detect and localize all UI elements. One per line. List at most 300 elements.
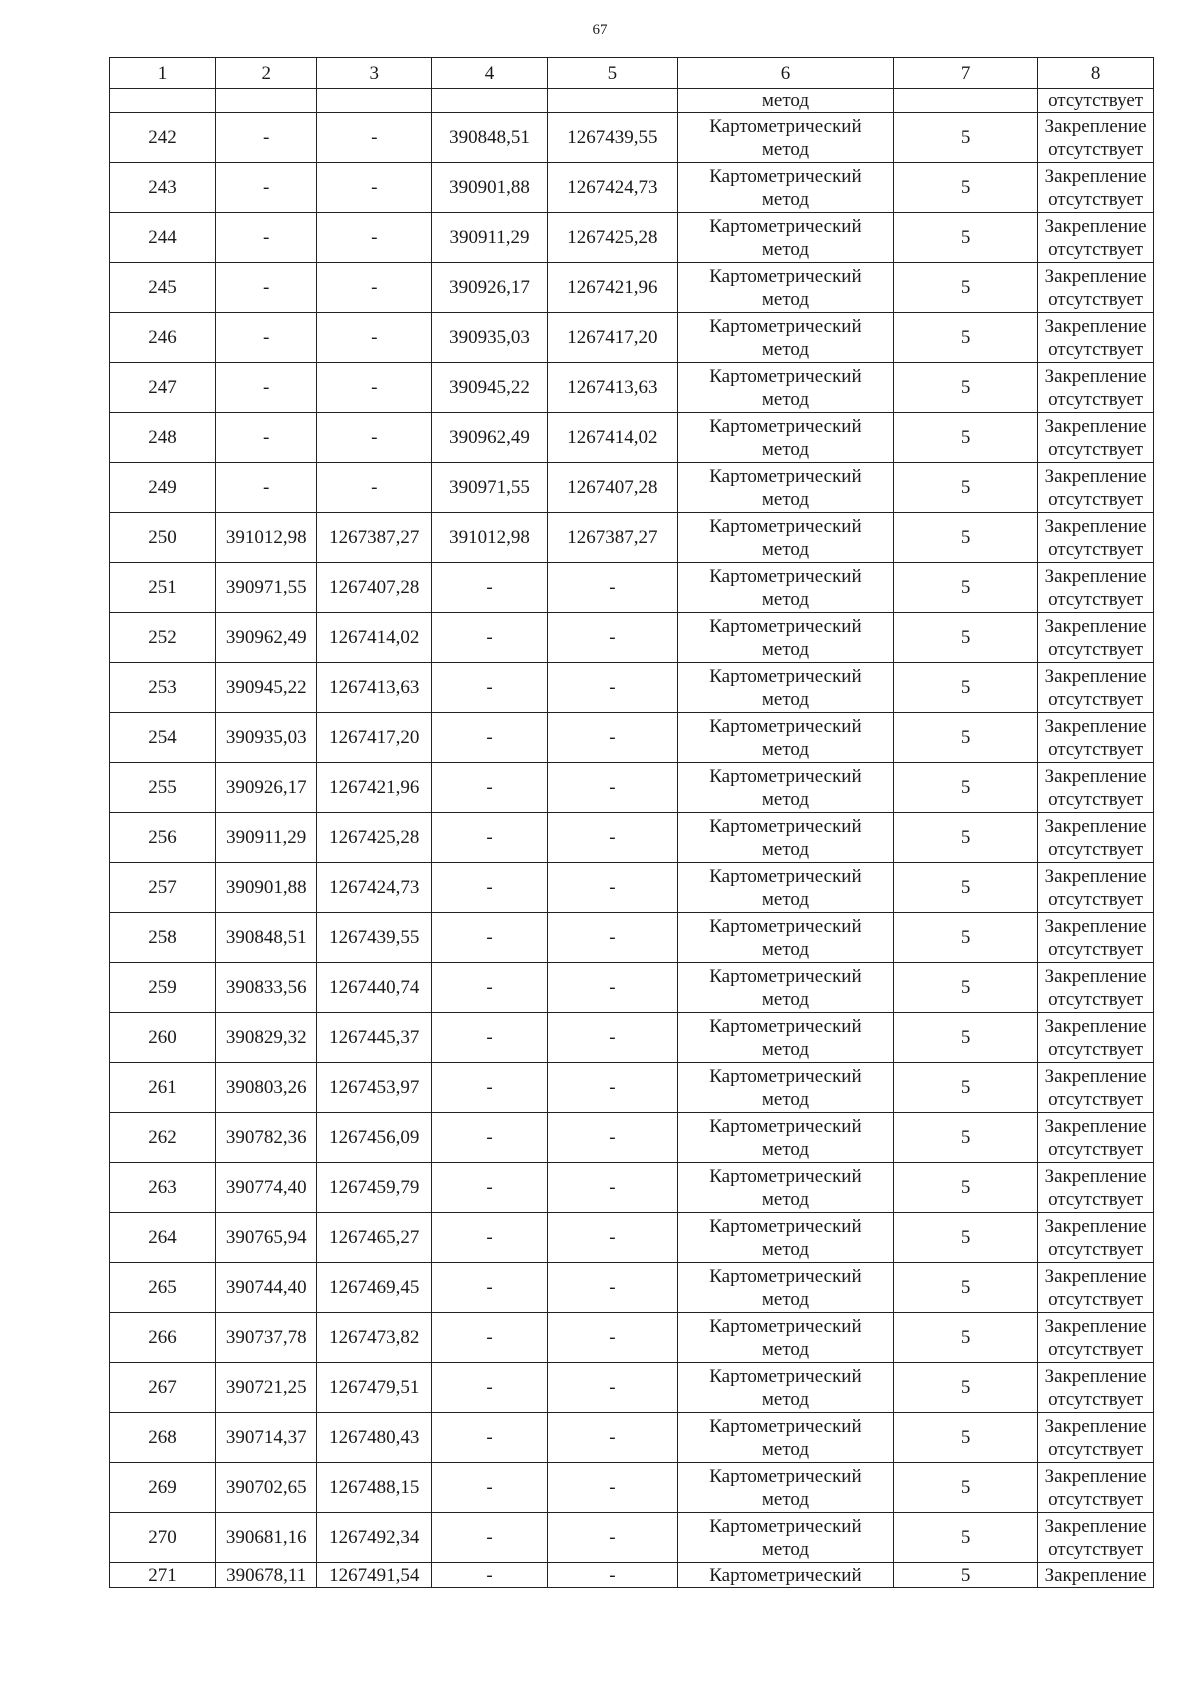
existing-x: 390714,37 (215, 1413, 317, 1463)
new-y: 1267413,63 (547, 363, 677, 413)
method-cell-line: Картометрический (709, 1415, 862, 1437)
point-number: 245 (110, 263, 216, 313)
method-cell-line: Картометрический (709, 415, 862, 437)
accuracy-value: 5 (894, 963, 1038, 1013)
new-y: - (547, 1263, 677, 1313)
method-cell-line: Картометрический (709, 365, 862, 387)
existing-x: 390765,94 (215, 1213, 317, 1263)
method-cell (677, 163, 893, 213)
new-x: - (432, 963, 548, 1013)
securing-cell-line: Закрепление (1044, 715, 1147, 737)
new-x: 390926,17 (432, 263, 548, 313)
securing-cell-line: Закрепление (1044, 665, 1147, 687)
securing-cell-line: Закрепление (1044, 1165, 1147, 1187)
accuracy-value: 5 (894, 163, 1038, 213)
new-x: - (432, 863, 548, 913)
method-cell-line: Картометрический (709, 315, 862, 337)
table-cell (432, 89, 548, 113)
new-y: - (547, 1313, 677, 1363)
method-cell (677, 463, 893, 513)
method-cell (677, 413, 893, 463)
existing-x: 390829,32 (215, 1013, 317, 1063)
method-cell-line: Картометрический (709, 615, 862, 637)
securing-cell-line: Закрепление (1044, 1315, 1147, 1337)
table-row (110, 1513, 1154, 1563)
existing-x: - (215, 263, 317, 313)
new-x: - (432, 1413, 548, 1463)
new-x: - (432, 1513, 548, 1563)
point-number: 244 (110, 213, 216, 263)
existing-x: - (215, 413, 317, 463)
accuracy-value: 5 (894, 663, 1038, 713)
existing-x: 390911,29 (215, 813, 317, 863)
method-cell-line: Картометрический (709, 815, 862, 837)
existing-x: 390848,51 (215, 913, 317, 963)
existing-x: 390744,40 (215, 1263, 317, 1313)
point-number: 248 (110, 413, 216, 463)
existing-x: 390782,36 (215, 1113, 317, 1163)
method-cell (677, 513, 893, 563)
accuracy-value: 5 (894, 1463, 1038, 1513)
securing-cell-line: Закрепление (1044, 1215, 1147, 1237)
new-x: - (432, 663, 548, 713)
table-row (110, 363, 1154, 413)
table-row (110, 1463, 1154, 1513)
method-cell-line: метод (761, 788, 809, 810)
accuracy-value: 5 (894, 263, 1038, 313)
point-number: 247 (110, 363, 216, 413)
existing-y: 1267387,27 (317, 513, 432, 563)
securing-cell (1038, 1513, 1154, 1563)
table-row (110, 163, 1154, 213)
method-cell-line: метод (761, 538, 809, 560)
existing-x: 390737,78 (215, 1313, 317, 1363)
securing-cell-line: Закрепление (1044, 1365, 1147, 1387)
securing-cell-line: Закрепление (1044, 465, 1147, 487)
method-cell-line: метод (761, 738, 809, 760)
new-y: - (547, 1463, 677, 1513)
method-cell-line: метод (761, 638, 809, 660)
securing-cell (1038, 313, 1154, 363)
securing-cell (1038, 113, 1154, 163)
method-cell (677, 613, 893, 663)
method-cell (677, 1363, 893, 1413)
point-number: 260 (110, 1013, 216, 1063)
method-cell-line: метод (761, 488, 809, 510)
new-x: - (432, 1163, 548, 1213)
existing-y: - (317, 363, 432, 413)
point-number: 269 (110, 1463, 216, 1513)
securing-cell-line: отсутствует (1048, 888, 1144, 910)
existing-x: 390962,49 (215, 613, 317, 663)
method-cell-line: метод (761, 138, 809, 160)
existing-x: 390833,56 (215, 963, 317, 1013)
securing-cell-line: Закрепление (1044, 1465, 1147, 1487)
securing-cell (1038, 1163, 1154, 1213)
securing-cell-line: Закрепление (1044, 415, 1147, 437)
existing-x: 390681,16 (215, 1513, 317, 1563)
method-cell (677, 863, 893, 913)
existing-x: 390935,03 (215, 713, 317, 763)
method-cell-line: Картометрический (709, 1515, 862, 1537)
accuracy-value: 5 (894, 513, 1038, 563)
securing-cell-line: отсутствует (1048, 688, 1144, 710)
point-number: 250 (110, 513, 216, 563)
accuracy-value: 5 (894, 363, 1038, 413)
securing-cell-line: Закрепление (1044, 115, 1147, 137)
accuracy-value: 5 (894, 413, 1038, 463)
method-cell-line: Картометрический (709, 665, 862, 687)
securing-cell (1038, 1213, 1154, 1263)
method-cell-line: метод (761, 1488, 809, 1510)
method-cell-line: метод (761, 1288, 809, 1310)
accuracy-value: 5 (894, 313, 1038, 363)
method-cell: метод (677, 89, 893, 113)
securing-cell-line: Закрепление (1044, 1115, 1147, 1137)
securing-cell-line: Закрепление (1044, 865, 1147, 887)
new-x: - (432, 1263, 548, 1313)
table-row (110, 813, 1154, 863)
new-x: - (432, 1063, 548, 1113)
method-cell (677, 1163, 893, 1213)
securing-cell-line: Закрепление (1044, 765, 1147, 787)
existing-x: - (215, 113, 317, 163)
table-cell (110, 89, 216, 113)
securing-cell-line: отсутствует (1048, 538, 1144, 560)
securing-cell (1038, 463, 1154, 513)
securing-cell-line: отсутствует (1048, 738, 1144, 760)
new-x: - (432, 763, 548, 813)
method-cell (677, 663, 893, 713)
table-row (110, 413, 1154, 463)
existing-x: 390678,11 (215, 1563, 317, 1588)
new-y: - (547, 913, 677, 963)
new-x: - (432, 1463, 548, 1513)
securing-cell-line: Закрепление (1044, 365, 1147, 387)
existing-y: 1267492,34 (317, 1513, 432, 1563)
method-cell (677, 563, 893, 613)
securing-cell-line: Закрепление (1044, 615, 1147, 637)
method-cell (677, 1113, 893, 1163)
method-cell (677, 363, 893, 413)
existing-y: 1267491,54 (317, 1563, 432, 1588)
method-cell-line: Картометрический (709, 115, 862, 137)
securing-cell (1038, 813, 1154, 863)
point-number: 254 (110, 713, 216, 763)
existing-x: 390926,17 (215, 763, 317, 813)
point-number: 255 (110, 763, 216, 813)
new-x: - (432, 1363, 548, 1413)
table-row (110, 963, 1154, 1013)
method-cell (677, 963, 893, 1013)
method-cell-line: метод (761, 1138, 809, 1160)
method-cell-line: Картометрический (709, 1165, 862, 1187)
securing-cell-line: отсутствует (1048, 1338, 1144, 1360)
existing-y: 1267439,55 (317, 913, 432, 963)
existing-x: - (215, 313, 317, 363)
securing-cell-line: Закрепление (1044, 1415, 1147, 1437)
method-cell-line: метод (761, 688, 809, 710)
new-y: - (547, 763, 677, 813)
table-row (110, 713, 1154, 763)
new-y: 1267439,55 (547, 113, 677, 163)
securing-cell (1038, 1413, 1154, 1463)
new-y: - (547, 813, 677, 863)
table-row (110, 913, 1154, 963)
point-number: 256 (110, 813, 216, 863)
securing-cell-line: отсутствует (1048, 1438, 1144, 1460)
method-cell-line: Картометрический (709, 865, 862, 887)
method-cell (677, 713, 893, 763)
method-cell-line: метод (761, 988, 809, 1010)
column-number: 5 (547, 58, 677, 89)
method-cell (677, 1463, 893, 1513)
table-row (110, 1363, 1154, 1413)
existing-x: 390803,26 (215, 1063, 317, 1113)
point-number: 262 (110, 1113, 216, 1163)
securing-cell (1038, 1363, 1154, 1413)
point-number: 264 (110, 1213, 216, 1263)
table-row (110, 663, 1154, 713)
existing-y: 1267425,28 (317, 813, 432, 863)
existing-y: 1267417,20 (317, 713, 432, 763)
table-row (110, 1563, 1154, 1588)
securing-cell-line: Закрепление (1044, 315, 1147, 337)
method-cell-line: Картометрический (709, 565, 862, 587)
method-cell-line: метод (761, 338, 809, 360)
accuracy-value: 5 (894, 1263, 1038, 1313)
existing-y: - (317, 463, 432, 513)
new-y: - (547, 1063, 677, 1113)
new-y: - (547, 1163, 677, 1213)
existing-y: 1267488,15 (317, 1463, 432, 1513)
method-cell-line: метод (761, 1538, 809, 1560)
securing-cell-line: Закрепление (1044, 1015, 1147, 1037)
method-cell (677, 1413, 893, 1463)
accuracy-value: 5 (894, 1013, 1038, 1063)
method-cell-line: Картометрический (709, 1315, 862, 1337)
securing-cell (1038, 963, 1154, 1013)
point-number: 261 (110, 1063, 216, 1113)
point-number: 243 (110, 163, 216, 213)
new-x: - (432, 913, 548, 963)
existing-y: 1267459,79 (317, 1163, 432, 1213)
accuracy-value: 5 (894, 1163, 1038, 1213)
table-row (110, 463, 1154, 513)
method-cell-line: метод (761, 1238, 809, 1260)
table-row (110, 563, 1154, 613)
new-y: 1267424,73 (547, 163, 677, 213)
existing-x: - (215, 213, 317, 263)
securing-cell (1038, 363, 1154, 413)
point-number: 242 (110, 113, 216, 163)
securing-cell-line: отсутствует (1048, 438, 1144, 460)
method-cell (677, 1063, 893, 1113)
securing-cell-line: отсутствует (1048, 138, 1144, 160)
securing-cell-line: Закрепление (1044, 1515, 1147, 1537)
securing-cell-line: отсутствует (1048, 1088, 1144, 1110)
method-cell-line: Картометрический (709, 1065, 862, 1087)
securing-cell (1038, 263, 1154, 313)
accuracy-value: 5 (894, 1113, 1038, 1163)
existing-y: - (317, 213, 432, 263)
table-row (110, 1013, 1154, 1063)
table-row (110, 1063, 1154, 1113)
new-x: 390848,51 (432, 113, 548, 163)
table-row (110, 1413, 1154, 1463)
point-number: 249 (110, 463, 216, 513)
point-number: 246 (110, 313, 216, 363)
column-number: 3 (317, 58, 432, 89)
table-cell (894, 89, 1038, 113)
securing-cell-line: отсутствует (1048, 388, 1144, 410)
point-number: 258 (110, 913, 216, 963)
new-y: 1267387,27 (547, 513, 677, 563)
accuracy-value: 5 (894, 1513, 1038, 1563)
table-row (110, 313, 1154, 363)
new-x: 390935,03 (432, 313, 548, 363)
securing-cell-line: отсутствует (1048, 1138, 1144, 1160)
method-cell-line: метод (761, 388, 809, 410)
existing-x: 390901,88 (215, 863, 317, 913)
table-row (110, 763, 1154, 813)
existing-y: - (317, 263, 432, 313)
securing-cell (1038, 763, 1154, 813)
new-x: - (432, 1563, 548, 1588)
accuracy-value: 5 (894, 1063, 1038, 1113)
column-number: 2 (215, 58, 317, 89)
securing-cell: отсутствует (1038, 89, 1154, 113)
securing-cell-line: отсутствует (1048, 638, 1144, 660)
point-number: 259 (110, 963, 216, 1013)
new-y: - (547, 1363, 677, 1413)
method-cell-line: метод (761, 1188, 809, 1210)
point-number: 266 (110, 1313, 216, 1363)
securing-cell-line: отсутствует (1048, 238, 1144, 260)
securing-cell (1038, 563, 1154, 613)
method-cell-line: Картометрический (709, 515, 862, 537)
new-y: 1267421,96 (547, 263, 677, 313)
accuracy-value: 5 (894, 713, 1038, 763)
table-cell (215, 89, 317, 113)
page-number: 67 (592, 22, 608, 38)
securing-cell-line: Закрепление (1044, 1265, 1147, 1287)
table-row (110, 1213, 1154, 1263)
coordinates-table (109, 57, 1154, 1588)
method-cell-line: метод (761, 288, 809, 310)
existing-y: 1267469,45 (317, 1263, 432, 1313)
new-x: - (432, 1113, 548, 1163)
accuracy-value: 5 (894, 813, 1038, 863)
method-cell-line: Картометрический (709, 765, 862, 787)
point-number: 263 (110, 1163, 216, 1213)
securing-cell (1038, 1063, 1154, 1113)
new-x: 390911,29 (432, 213, 548, 263)
method-cell-line: метод (761, 888, 809, 910)
existing-y: 1267414,02 (317, 613, 432, 663)
new-x: - (432, 1213, 548, 1263)
table-row (110, 1263, 1154, 1313)
securing-cell-line: Закрепление (1044, 515, 1147, 537)
securing-cell (1038, 613, 1154, 663)
securing-cell-line: отсутствует (1048, 1188, 1144, 1210)
securing-cell-line: отсутствует (1048, 288, 1144, 310)
table-row (110, 1313, 1154, 1363)
method-cell-line: Картометрический (709, 265, 862, 287)
accuracy-value: 5 (894, 213, 1038, 263)
securing-cell-line: Закрепление (1044, 965, 1147, 987)
new-y: - (547, 1413, 677, 1463)
existing-y: 1267413,63 (317, 663, 432, 713)
securing-cell-line: Закрепление (1044, 265, 1147, 287)
accuracy-value: 5 (894, 1213, 1038, 1263)
new-x: - (432, 713, 548, 763)
new-y: - (547, 1513, 677, 1563)
new-y: - (547, 863, 677, 913)
existing-x: 391012,98 (215, 513, 317, 563)
securing-cell-line: отсутствует (1048, 338, 1144, 360)
method-cell (677, 213, 893, 263)
existing-y: 1267421,96 (317, 763, 432, 813)
method-cell-line: метод (761, 1388, 809, 1410)
new-y: - (547, 663, 677, 713)
continued-row (110, 89, 1154, 113)
method-cell-line: Картометрический (709, 715, 862, 737)
table-row (110, 1113, 1154, 1163)
method-cell-line: Картометрический (709, 1465, 862, 1487)
securing-cell-line: отсутствует (1048, 838, 1144, 860)
existing-x: 390774,40 (215, 1163, 317, 1213)
accuracy-value: 5 (894, 913, 1038, 963)
existing-y: 1267456,09 (317, 1113, 432, 1163)
point-number: 270 (110, 1513, 216, 1563)
accuracy-value: 5 (894, 613, 1038, 663)
method-cell-line: Картометрический (709, 1215, 862, 1237)
securing-cell (1038, 1013, 1154, 1063)
existing-x: - (215, 163, 317, 213)
method-cell-line: метод (761, 438, 809, 460)
existing-y: 1267424,73 (317, 863, 432, 913)
point-number: 267 (110, 1363, 216, 1413)
point-number: 257 (110, 863, 216, 913)
securing-cell-line: отсутствует (1048, 188, 1144, 210)
new-y: 1267414,02 (547, 413, 677, 463)
securing-cell-line: Закрепление (1044, 215, 1147, 237)
new-x: 390962,49 (432, 413, 548, 463)
securing-cell (1038, 713, 1154, 763)
securing-cell-line: отсутствует (1048, 1388, 1144, 1410)
securing-cell-line: Закрепление (1044, 565, 1147, 587)
securing-cell (1038, 163, 1154, 213)
existing-y: 1267473,82 (317, 1313, 432, 1363)
existing-y: 1267465,27 (317, 1213, 432, 1263)
accuracy-value: 5 (894, 463, 1038, 513)
existing-y: 1267480,43 (317, 1413, 432, 1463)
method-cell (677, 263, 893, 313)
existing-x: 390721,25 (215, 1363, 317, 1413)
existing-y: 1267407,28 (317, 563, 432, 613)
point-number: 252 (110, 613, 216, 663)
method-cell-line: Картометрический (709, 965, 862, 987)
method-cell (677, 913, 893, 963)
securing-cell: Закрепление (1038, 1563, 1154, 1588)
column-number: 8 (1038, 58, 1154, 89)
new-y: - (547, 713, 677, 763)
existing-y: 1267479,51 (317, 1363, 432, 1413)
method-cell (677, 813, 893, 863)
point-number: 271 (110, 1563, 216, 1588)
securing-cell (1038, 1313, 1154, 1363)
